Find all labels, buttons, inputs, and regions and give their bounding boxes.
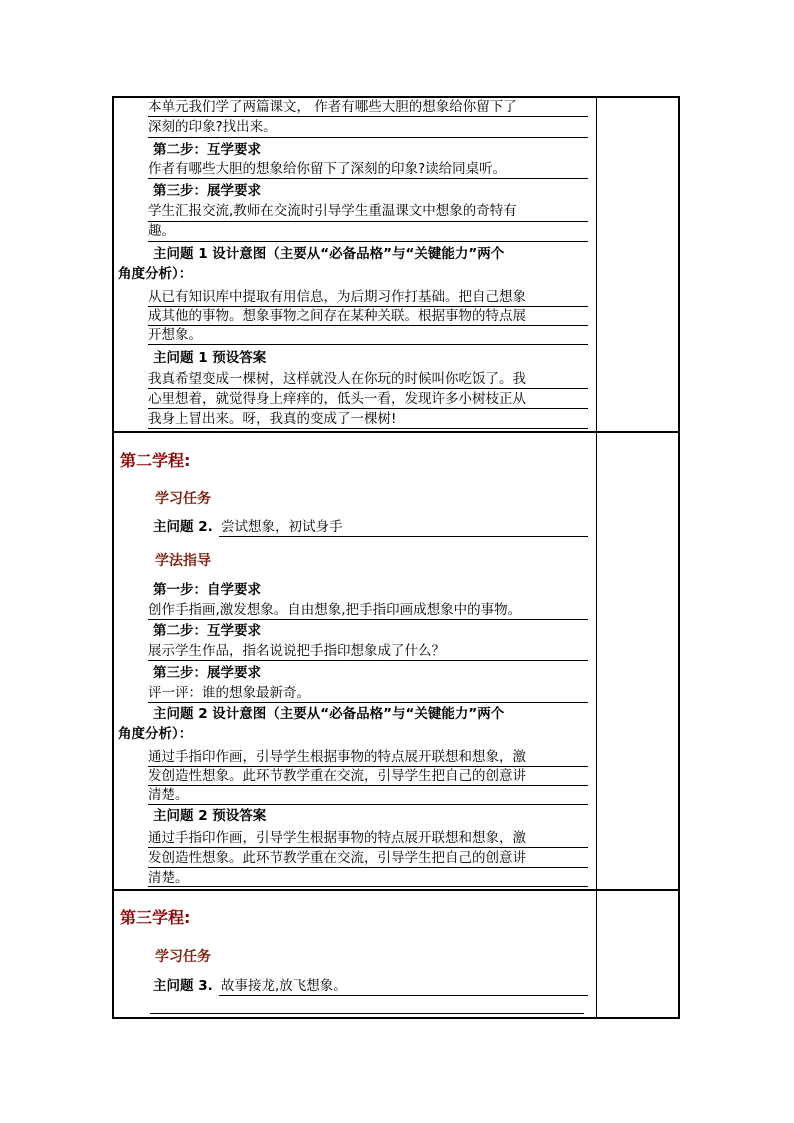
underline — [148, 847, 588, 848]
underline — [148, 660, 588, 661]
s1-step3-line-1: 学生汇报交流,教师在交流时引导学生重温课文中想象的奇特有 — [148, 203, 517, 219]
s2-design-line-3: 清楚。 — [148, 787, 189, 803]
s3-main-question-text: 故事接龙,放飞想象。 — [221, 978, 347, 994]
s1-step2-text: 作者有哪些大胆的想象给你留下了深刻的印象?读给同桌听。 — [148, 161, 507, 177]
s3-task-heading: 学习任务 — [155, 949, 211, 965]
underline — [148, 766, 588, 767]
s2-step1-title: 第一步：自学要求 — [153, 582, 261, 598]
underline — [148, 867, 588, 868]
underline — [148, 344, 588, 345]
underline — [148, 702, 588, 703]
underline — [148, 388, 588, 389]
answer-blank-line — [150, 1013, 584, 1014]
section-2-title: 第二学程: — [120, 451, 191, 470]
underline — [148, 178, 588, 179]
row-divider-2 — [114, 889, 678, 891]
s1-step3-title: 第三步：展学要求 — [153, 183, 261, 199]
s1-design-line-1: 从已有知识库中提取有用信息，为后期习作打基础。把自己想象 — [148, 289, 526, 305]
underline — [219, 536, 588, 537]
underline — [148, 804, 588, 805]
s2-answer-line-3: 清楚。 — [148, 870, 189, 886]
s2-main-question-text: 尝试想象，初试身手 — [221, 519, 343, 535]
s2-answer-title: 主问题 2 预设答案 — [153, 808, 267, 824]
section-3-title: 第三学程: — [120, 908, 191, 927]
s1-answer-title: 主问题 1 预设答案 — [153, 350, 267, 366]
column-divider — [596, 98, 597, 1017]
s1-design-title-2: 角度分析）： — [118, 266, 193, 282]
underline — [219, 995, 588, 996]
underline — [148, 785, 588, 786]
underline — [148, 619, 588, 620]
underline — [148, 325, 588, 326]
s2-answer-line-1: 通过手指印作画，引导学生根据事物的特点展开联想和想象，激 — [148, 830, 526, 846]
s1-design-line-3: 开想象。 — [148, 327, 202, 343]
underline — [148, 428, 588, 429]
s2-step2-text: 展示学生作品，指名说说把手指印想象成了什么？ — [148, 643, 445, 659]
s2-method-heading: 学法指导 — [155, 553, 211, 569]
s2-task-heading: 学习任务 — [155, 491, 211, 507]
s2-design-title-2: 角度分析）： — [118, 726, 193, 742]
s2-step2-title: 第二步：互学要求 — [153, 623, 261, 639]
s1-design-line-2: 成其他的事物。想象事物之间存在某种关联。根据事物的特点展 — [148, 308, 526, 324]
s2-design-line-1: 通过手指印作画，引导学生根据事物的特点展开联想和想象，激 — [148, 749, 526, 765]
s1-answer-line-1: 我真希望变成一棵树，这样就没人在你玩的时候叫你吃饭了。我 — [148, 371, 526, 387]
underline — [148, 137, 588, 138]
underline — [148, 241, 588, 242]
s2-answer-line-2: 发创造性想象。此环节教学重在交流，引导学生把自己的创意讲 — [148, 850, 526, 866]
s1-step2-title: 第二步：互学要求 — [153, 142, 261, 158]
intro-line-2: 深刻的印象?找出来。 — [148, 119, 277, 135]
s2-step3-title: 第三步：展学要求 — [153, 665, 261, 681]
underline — [148, 221, 588, 222]
underline — [148, 306, 588, 307]
s1-answer-line-2: 心里想着，就觉得身上痒痒的，低头一看，发现许多小树枝正从 — [148, 391, 526, 407]
underline — [148, 886, 588, 887]
s3-main-question-label: 主问题 3. — [153, 978, 213, 994]
underline — [148, 408, 588, 409]
s2-main-question-label: 主问题 2. — [153, 519, 213, 535]
intro-line-1: 本单元我们学了两篇课文， 作者有哪些大胆的想象给你留下了 — [148, 99, 588, 117]
s1-design-title-1: 主问题 1 设计意图（主要从“必备品格”与“关键能力”两个 — [153, 246, 505, 262]
s2-step3-text: 评一评：谁的想象最新奇。 — [148, 685, 310, 701]
s2-design-line-2: 发创造性想象。此环节教学重在交流，引导学生把自己的创意讲 — [148, 768, 526, 784]
s1-answer-line-3: 我身上冒出来。呀，我真的变成了一棵树! — [148, 411, 397, 427]
s2-design-title-1: 主问题 2 设计意图（主要从“必备品格”与“关键能力”两个 — [153, 706, 505, 722]
s1-step3-line-2: 趣。 — [148, 223, 175, 239]
row-divider-1 — [114, 431, 678, 433]
s2-step1-text: 创作手指画,激发想象。自由想象,把手指印画成想象中的事物。 — [148, 602, 522, 618]
